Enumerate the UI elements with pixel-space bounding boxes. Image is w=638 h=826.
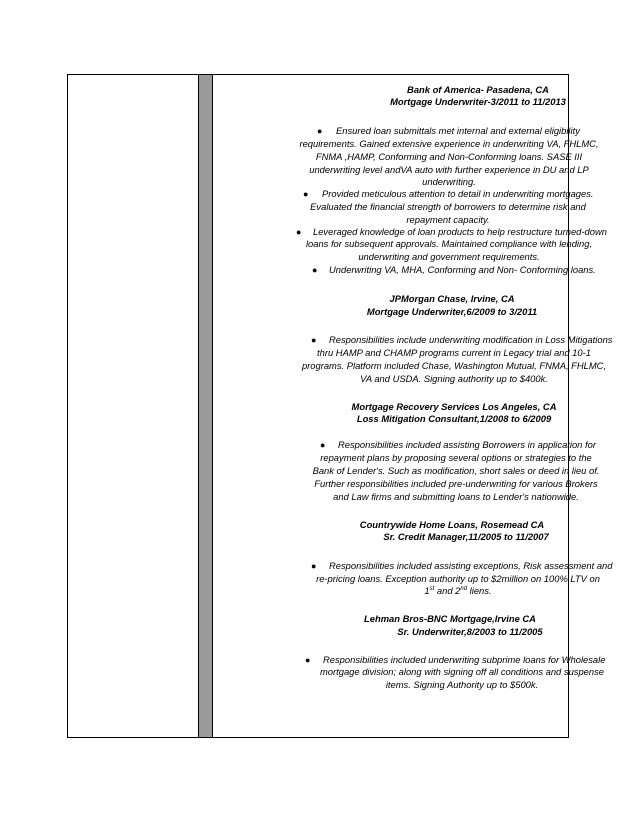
bullet-line: underwriting. [422, 176, 476, 187]
bullet-line: Leveraged knowledge of loan products to help restructure turned-down [313, 226, 607, 237]
bullet-line: thru HAMP and CHAMP programs current in Legacy trial and 10-1 [317, 347, 591, 358]
bullet-line: repayment plans by proposing several options or strategies to the [320, 452, 592, 463]
bullet-line: mortgage division; along with signing off all conditions and suspense [319, 666, 605, 677]
bullet-line: Responsibilities included underwriting subprime loans for Wholesale [323, 654, 606, 665]
bullet-icon: ● [311, 335, 317, 345]
job-company: Mortgage Recovery Services Los Angeles, CA [351, 401, 557, 412]
job-company: Bank of America- Pasadena, CA [407, 84, 549, 95]
job-company: Lehman Bros-BNC Mortgage,Irvine CA [364, 613, 536, 624]
bullet-icon: ● [305, 655, 311, 665]
job-title-dates: Mortgage Underwriter,6/2009 to 3/2011 [366, 306, 538, 317]
job-title-dates: Loss Mitigation Consultant,1/2008 to 6/2009 [356, 413, 552, 424]
bullet-line: loans for subsequent approvals. Maintained compliance with lending, [305, 238, 593, 249]
bullet-line: Responsibilities included assisting exceptions, Risk assessment and [329, 560, 613, 571]
bullet-line: and Law firms and submitting loans to Lender's nationwide. [333, 491, 579, 502]
bullet-line: re-pricing loans. Exception authority up to $2million on 100% LTV on [316, 573, 600, 584]
resume-table [67, 74, 613, 738]
experience-content [214, 75, 613, 737]
bullet-icon: ● [320, 440, 326, 450]
liens-line: 1st and 2nd liens. [424, 585, 492, 596]
bullet-line: Provided meticulous attention to detail in underwriting mortgages. [322, 188, 594, 199]
job-company: JPMorgan Chase, Irvine, CA [389, 293, 515, 304]
bullet-line: Evaluated the financial strength of borrowers to determine risk and [310, 201, 586, 212]
bullet-line: Responsibilities included assisting Borrowers in application for [338, 439, 596, 450]
bullet-line: Further responsibilities included pre-underwriting for various Brokers [314, 478, 598, 489]
bullet-line: Responsibilities include underwriting modification in Loss Mitigations [329, 334, 613, 345]
job-title-dates: Sr. Underwriter,8/2003 to 11/2005 [397, 626, 543, 637]
bullet-line: underwriting level andVA auto with further experience in DU and LP [309, 164, 589, 175]
bullet-line: items. Signing Authority up to $500k. [385, 679, 539, 690]
job-title-dates: Mortgage Underwriter-3/2011 to 11/2013 [390, 96, 566, 107]
job-title-dates: Sr. Credit Manager,11/2005 to 11/2007 [383, 531, 549, 542]
bullet-line: Ensured loan submittals met internal and external eligibility [336, 125, 580, 136]
bullet-icon: ● [311, 561, 317, 571]
left-column-cell [68, 75, 199, 737]
bullet-icon: ● [303, 189, 309, 199]
bullet-line: repayment capacity. [406, 214, 490, 225]
bullet-line: Underwriting VA, MHA, Conforming and Non- Conforming loans. [329, 264, 596, 275]
bullet-icon: ● [312, 265, 318, 275]
gray-divider-bar [199, 75, 213, 737]
job-company: Countrywide Home Loans, Rosemead CA [359, 519, 545, 530]
bullet-line: underwriting and government requirements. [358, 251, 540, 262]
bullet-icon: ● [296, 227, 302, 237]
bullet-line: Bank of Lender's. Such as modification, short sales or deed in lieu of. [312, 465, 600, 476]
bullet-line: programs. Platform included Chase, Washington Mutual, FNMA, FHLMC, [301, 360, 607, 371]
bullet-line: FNMA ,HAMP, Conforming and Non-Conforming loans. SASE III [315, 151, 583, 162]
bullet-line: VA and USDA. Signing authority up to $400k. [360, 373, 548, 384]
bullet-icon: ● [317, 126, 323, 136]
bullet-line: requirements. Gained extensive experience in underwriting VA, FHLMC, [299, 138, 599, 149]
